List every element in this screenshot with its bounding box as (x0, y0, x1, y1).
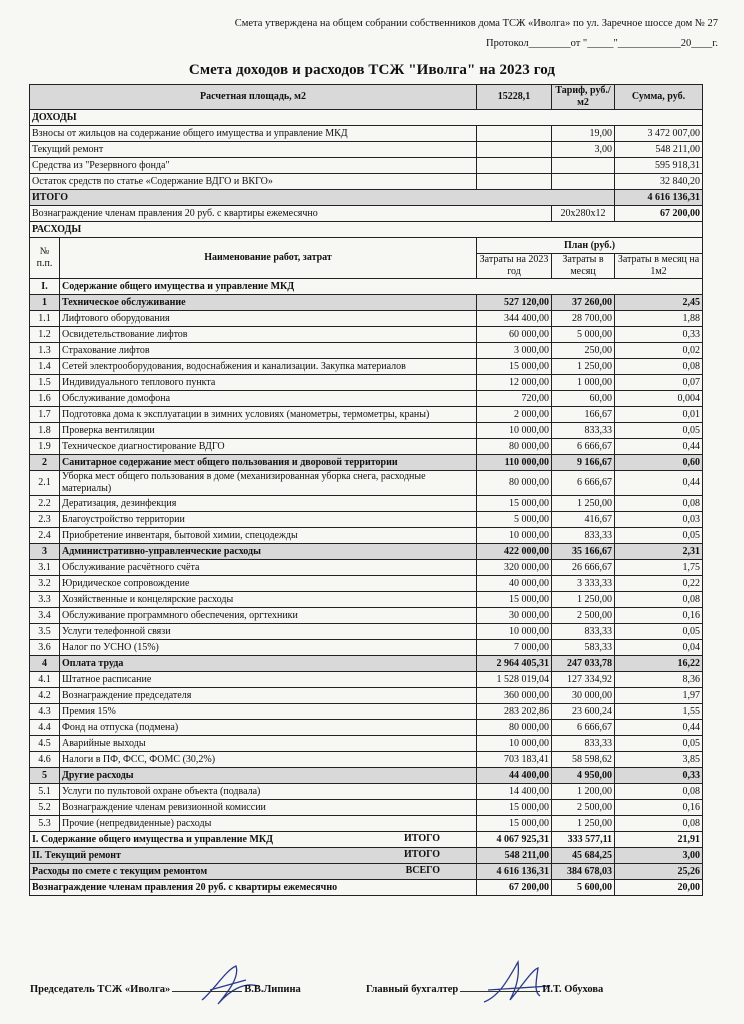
expense-name: Фонд на отпуска (подмена) (60, 720, 477, 736)
expense-year: 344 400,00 (477, 311, 552, 327)
expense-year: 320 000,00 (477, 560, 552, 576)
expense-name: Налоги в ПФ, ФСС, ФОМС (30,2%) (60, 752, 477, 768)
reward-formula: 20х280х12 (552, 206, 615, 222)
expense-num: 5.1 (30, 784, 60, 800)
expense-month: 6 666,67 (552, 439, 615, 455)
expense-month: 1 000,00 (552, 375, 615, 391)
expense-name: Вознаграждение членам ревизионной комиссии (60, 800, 477, 816)
expense-row (30, 359, 703, 375)
expense-month: 833,33 (552, 528, 615, 544)
expense-m2: 0,01 (615, 407, 703, 423)
expense-name: Лифтового оборудования (60, 311, 477, 327)
expense-name: Сетей электрооборудования, водоснабжения и канализации. Закупка материалов (60, 359, 477, 375)
expense-num: 4.3 (30, 704, 60, 720)
expense-year: 110 000,00 (477, 455, 552, 471)
expense-row (30, 391, 703, 407)
chair-name: В.В.Липина (244, 984, 301, 995)
expense-total-row (30, 848, 703, 864)
part1-name: Содержание общего имущества и управление МКД (60, 279, 703, 295)
expense-month: 2 500,00 (552, 800, 615, 816)
expense-m2: 0,08 (615, 359, 703, 375)
expense-num: 2.1 (30, 471, 60, 496)
expense-name: Техническое диагностирование ВДГО (60, 439, 477, 455)
expense-year: 10 000,00 (477, 624, 552, 640)
expense-year: 44 400,00 (477, 768, 552, 784)
expense-num: 3.1 (30, 560, 60, 576)
expense-row (30, 576, 703, 592)
area-row (30, 85, 703, 110)
expense-month: 250,00 (552, 343, 615, 359)
expense-name: Обслуживание программного обеспечения, оргтехники (60, 608, 477, 624)
expense-name: Оплата труда (60, 656, 477, 672)
expense-month: 833,33 (552, 423, 615, 439)
expense-num: 1.3 (30, 343, 60, 359)
expense-month: 1 250,00 (552, 359, 615, 375)
expense-m2: 0,03 (615, 512, 703, 528)
expense-year: 422 000,00 (477, 544, 552, 560)
expense-row (30, 496, 703, 512)
chair-signature-line (172, 991, 242, 992)
expense-m2: 0,08 (615, 816, 703, 832)
col-m2-header: Затраты в месяц на 1м2 (615, 254, 703, 279)
expense-num: 1.9 (30, 439, 60, 455)
expense-name: Дератизация, дезинфекция (60, 496, 477, 512)
income-empty (477, 126, 552, 142)
expense-num: 4.1 (30, 672, 60, 688)
expense-month: 5 000,00 (552, 327, 615, 343)
expense-name: Уборка мест общего пользования в доме (механизированная уборка снега, расходные материалы) (60, 471, 477, 496)
income-name: Текущий ремонт (30, 142, 477, 158)
total-label-cell (30, 880, 477, 896)
expense-year: 360 000,00 (477, 688, 552, 704)
expense-num: 3 (30, 544, 60, 560)
expense-row (30, 512, 703, 528)
expense-month: 127 334,92 (552, 672, 615, 688)
reward-row (30, 206, 703, 222)
expense-m2: 0,33 (615, 768, 703, 784)
expense-name: Административно-управленческие расходы (60, 544, 477, 560)
income-total-sum: 4 616 136,31 (615, 190, 703, 206)
expense-year: 1 528 019,04 (477, 672, 552, 688)
expense-year: 720,00 (477, 391, 552, 407)
expense-row (30, 407, 703, 423)
expense-group-row (30, 768, 703, 784)
total-label: Вознаграждение членам правления 20 руб. с квартиры ежемесячно (32, 881, 338, 893)
income-section-title: ДОХОДЫ (30, 110, 703, 126)
total-m2: 20,00 (615, 880, 703, 896)
income-empty (477, 174, 552, 190)
expense-month: 6 666,67 (552, 471, 615, 496)
part1-row (30, 279, 703, 295)
expense-num: 5 (30, 768, 60, 784)
expense-name: Налог по УСНО (15%) (60, 640, 477, 656)
expense-num: 1.7 (30, 407, 60, 423)
expense-month: 4 950,00 (552, 768, 615, 784)
expense-name: Прочие (непредвиденные) расходы (60, 816, 477, 832)
expense-m2: 1,75 (615, 560, 703, 576)
expense-year: 30 000,00 (477, 608, 552, 624)
total-year: 4 067 925,31 (477, 832, 552, 848)
income-name: Остаток средств по статье «Содержание ВДГО и ВКГО» (30, 174, 477, 190)
expense-row (30, 592, 703, 608)
expense-name: Индивидуального теплового пункта (60, 375, 477, 391)
expense-row (30, 608, 703, 624)
expense-row (30, 375, 703, 391)
total-m2: 3,00 (615, 848, 703, 864)
expense-month: 1 200,00 (552, 784, 615, 800)
expense-name: Освидетельствование лифтов (60, 327, 477, 343)
expense-name: Проверка вентиляции (60, 423, 477, 439)
expense-row (30, 688, 703, 704)
expense-month: 26 666,67 (552, 560, 615, 576)
expense-name: Услуги по пультовой охране объекта (подвала) (60, 784, 477, 800)
expense-num: 3.3 (30, 592, 60, 608)
income-name: Взносы от жильцов на содержание общего имущества и управление МКД (30, 126, 477, 142)
col-month-header: Затраты в месяц (552, 254, 615, 279)
income-sum: 595 918,31 (615, 158, 703, 174)
total-label: Расходы по смете с текущим ремонтом (32, 865, 208, 877)
income-sum: 3 472 007,00 (615, 126, 703, 142)
protocol-line: Протокол________от "_____"____________20____г. (486, 38, 718, 49)
expense-name: Аварийные выходы (60, 736, 477, 752)
expense-year: 7 000,00 (477, 640, 552, 656)
expenses-header-row (30, 238, 703, 254)
income-empty (477, 142, 552, 158)
expense-month: 247 033,78 (552, 656, 615, 672)
income-sum: 32 840,20 (615, 174, 703, 190)
expense-year: 15 000,00 (477, 800, 552, 816)
budget-table (29, 84, 703, 896)
expense-m2: 0,22 (615, 576, 703, 592)
expense-num: 3.2 (30, 576, 60, 592)
expense-month: 58 598,62 (552, 752, 615, 768)
expense-num: 2 (30, 455, 60, 471)
expense-name: Хозяйственные и концелярские расходы (60, 592, 477, 608)
expense-row (30, 560, 703, 576)
expense-year: 15 000,00 (477, 496, 552, 512)
expense-num: 4.2 (30, 688, 60, 704)
expense-row (30, 800, 703, 816)
income-row (30, 142, 703, 158)
expense-month: 23 600,24 (552, 704, 615, 720)
expense-m2: 3,85 (615, 752, 703, 768)
expense-m2: 0,44 (615, 439, 703, 455)
chair-title: Председатель ТСЖ «Иволга» (30, 984, 171, 995)
expense-num: 3.6 (30, 640, 60, 656)
expense-row (30, 343, 703, 359)
income-tariff: 3,00 (552, 142, 615, 158)
expense-name: Обслуживание расчётного счёта (60, 560, 477, 576)
expense-num: 1.8 (30, 423, 60, 439)
expense-m2: 0,44 (615, 720, 703, 736)
expense-month: 416,67 (552, 512, 615, 528)
col-plan-header: План (руб.) (477, 238, 703, 254)
expense-m2: 0,05 (615, 528, 703, 544)
expense-row (30, 784, 703, 800)
expense-row (30, 672, 703, 688)
expense-row (30, 816, 703, 832)
expense-num: 2.4 (30, 528, 60, 544)
expense-name: Благоустройство территории (60, 512, 477, 528)
expense-month: 1 250,00 (552, 592, 615, 608)
expense-num: 4.6 (30, 752, 60, 768)
expense-m2: 0,05 (615, 423, 703, 439)
expense-m2: 16,22 (615, 656, 703, 672)
expense-year: 80 000,00 (477, 471, 552, 496)
expense-m2: 0,004 (615, 391, 703, 407)
expense-m2: 0,05 (615, 624, 703, 640)
part1-num: I. (30, 279, 60, 295)
col-year-header: Затраты на 2023 год (477, 254, 552, 279)
col-num-header: № п.п. (30, 238, 60, 279)
accountant-name: И.Т. Обухова (542, 984, 604, 995)
expense-year: 10 000,00 (477, 423, 552, 439)
expense-num: 2.2 (30, 496, 60, 512)
expense-month: 833,33 (552, 624, 615, 640)
expense-year: 5 000,00 (477, 512, 552, 528)
col-name-header: Наименование работ, затрат (60, 238, 477, 279)
chair-signature-block (30, 984, 301, 995)
expense-month: 6 666,67 (552, 720, 615, 736)
expense-month: 1 250,00 (552, 816, 615, 832)
reward-label: Вознаграждение членам правления 20 руб. с квартиры ежемесячно (30, 206, 552, 222)
total-month: 5 600,00 (552, 880, 615, 896)
expense-name: Страхование лифтов (60, 343, 477, 359)
expense-m2: 0,02 (615, 343, 703, 359)
expense-name: Штатное расписание (60, 672, 477, 688)
expense-total-row (30, 880, 703, 896)
expense-m2: 2,45 (615, 295, 703, 311)
expense-num: 3.5 (30, 624, 60, 640)
expense-name: Техническое обслуживание (60, 295, 477, 311)
total-year: 4 616 136,31 (477, 864, 552, 880)
expense-year: 527 120,00 (477, 295, 552, 311)
expense-m2: 0,07 (615, 375, 703, 391)
expense-m2: 0,16 (615, 608, 703, 624)
expense-row (30, 640, 703, 656)
expense-num: 5.3 (30, 816, 60, 832)
document-title: Смета доходов и расходов ТСЖ "Иволга" на 2023 год (188, 62, 556, 78)
total-label-cell (30, 832, 477, 848)
expense-num: 2.3 (30, 512, 60, 528)
area-value: 15228,1 (477, 85, 552, 110)
expense-row (30, 327, 703, 343)
expense-m2: 2,31 (615, 544, 703, 560)
area-label: Расчетная площадь, м2 (30, 85, 477, 110)
total-tag: ИТОГО (404, 833, 441, 844)
expense-year: 3 000,00 (477, 343, 552, 359)
expense-total-row (30, 864, 703, 880)
income-section-row (30, 110, 703, 126)
expense-month: 833,33 (552, 736, 615, 752)
expense-name: Подготовка дома к эксплуатации в зимних условиях (манометры, термометры, краны) (60, 407, 477, 423)
expense-month: 37 260,00 (552, 295, 615, 311)
total-year: 67 200,00 (477, 880, 552, 896)
expense-group-row (30, 295, 703, 311)
total-month: 384 678,03 (552, 864, 615, 880)
expense-group-row (30, 656, 703, 672)
total-label-cell (30, 864, 477, 880)
expense-year: 60 000,00 (477, 327, 552, 343)
expense-m2: 1,55 (615, 704, 703, 720)
expense-m2: 0,33 (615, 327, 703, 343)
expense-year: 15 000,00 (477, 816, 552, 832)
expense-month: 28 700,00 (552, 311, 615, 327)
total-month: 45 684,25 (552, 848, 615, 864)
expense-num: 4.4 (30, 720, 60, 736)
income-empty (477, 158, 552, 174)
expense-m2: 0,05 (615, 736, 703, 752)
expense-row (30, 736, 703, 752)
total-label: I. Содержание общего имущества и управление МКД (32, 833, 274, 845)
expense-row (30, 471, 703, 496)
expense-row (30, 720, 703, 736)
expense-m2: 0,08 (615, 496, 703, 512)
expense-row (30, 752, 703, 768)
expense-year: 12 000,00 (477, 375, 552, 391)
total-year: 548 211,00 (477, 848, 552, 864)
expense-row (30, 528, 703, 544)
total-m2: 25,26 (615, 864, 703, 880)
expense-row (30, 439, 703, 455)
expense-year: 15 000,00 (477, 359, 552, 375)
expense-num: 1.1 (30, 311, 60, 327)
expense-num: 4 (30, 656, 60, 672)
expense-row (30, 311, 703, 327)
total-m2: 21,91 (615, 832, 703, 848)
accountant-signature-block (366, 984, 603, 995)
expense-month: 1 250,00 (552, 496, 615, 512)
expense-name: Премия 15% (60, 704, 477, 720)
tariff-label: Тариф, руб./м2 (552, 85, 615, 110)
expense-year: 15 000,00 (477, 592, 552, 608)
expense-month: 3 333,33 (552, 576, 615, 592)
expenses-section-title: РАСХОДЫ (30, 222, 703, 238)
income-sum: 548 211,00 (615, 142, 703, 158)
expense-year: 283 202,86 (477, 704, 552, 720)
total-label: II. Текущий ремонт (32, 849, 121, 861)
expense-m2: 0,08 (615, 592, 703, 608)
approval-line: Смета утверждена на общем собрании собственников дома ТСЖ «Иволга» по ул. Заречное шоссе дом № 27 (234, 18, 718, 29)
expense-row (30, 423, 703, 439)
expense-name: Санитарное содержание мест общего пользования и дворовой территории (60, 455, 477, 471)
expense-month: 60,00 (552, 391, 615, 407)
income-row (30, 158, 703, 174)
expense-num: 1.4 (30, 359, 60, 375)
expense-month: 30 000,00 (552, 688, 615, 704)
reward-sum: 67 200,00 (615, 206, 703, 222)
income-total-row (30, 190, 703, 206)
expense-m2: 0,60 (615, 455, 703, 471)
income-tariff (552, 174, 615, 190)
expense-month: 9 166,67 (552, 455, 615, 471)
expense-name: Обслуживание домофона (60, 391, 477, 407)
total-month: 333 577,11 (552, 832, 615, 848)
expense-group-row (30, 544, 703, 560)
expense-m2: 0,08 (615, 784, 703, 800)
income-row (30, 126, 703, 142)
expense-num: 1.6 (30, 391, 60, 407)
expense-name: Другие расходы (60, 768, 477, 784)
expense-year: 2 000,00 (477, 407, 552, 423)
accountant-title: Главный бухгалтер (366, 984, 459, 995)
expense-m2: 8,36 (615, 672, 703, 688)
expense-num: 1 (30, 295, 60, 311)
expense-m2: 0,04 (615, 640, 703, 656)
expense-num: 4.5 (30, 736, 60, 752)
accountant-signature-icon (480, 956, 560, 1010)
expense-row (30, 624, 703, 640)
expense-year: 80 000,00 (477, 439, 552, 455)
expense-month: 166,67 (552, 407, 615, 423)
expense-year: 40 000,00 (477, 576, 552, 592)
expense-year: 10 000,00 (477, 736, 552, 752)
expense-total-row (30, 832, 703, 848)
expense-year: 703 183,41 (477, 752, 552, 768)
expense-m2: 1,88 (615, 311, 703, 327)
expense-name: Юридическое сопровождение (60, 576, 477, 592)
expense-year: 80 000,00 (477, 720, 552, 736)
sum-label: Сумма, руб. (615, 85, 703, 110)
expense-year: 2 964 405,31 (477, 656, 552, 672)
expense-year: 10 000,00 (477, 528, 552, 544)
expense-month: 2 500,00 (552, 608, 615, 624)
income-tariff: 19,00 (552, 126, 615, 142)
expense-month: 35 166,67 (552, 544, 615, 560)
income-row (30, 174, 703, 190)
total-label-cell (30, 848, 477, 864)
expense-num: 3.4 (30, 608, 60, 624)
expense-m2: 0,44 (615, 471, 703, 496)
accountant-signature-line (460, 991, 540, 992)
expense-name: Вознаграждение председателя (60, 688, 477, 704)
income-total-label: ИТОГО (30, 190, 615, 206)
expense-name: Приобретение инвентаря, бытовой химии, спецодежды (60, 528, 477, 544)
expense-num: 1.2 (30, 327, 60, 343)
total-tag: ВСЕГО (405, 865, 441, 876)
income-name: Средства из "Резервного фонда" (30, 158, 477, 174)
expense-year: 14 400,00 (477, 784, 552, 800)
expense-m2: 1,97 (615, 688, 703, 704)
expense-month: 583,33 (552, 640, 615, 656)
expenses-section-row (30, 222, 703, 238)
income-tariff (552, 158, 615, 174)
expense-group-row (30, 455, 703, 471)
approval-block (235, 14, 718, 54)
expense-num: 1.5 (30, 375, 60, 391)
expense-num: 5.2 (30, 800, 60, 816)
total-tag: ИТОГО (404, 849, 441, 860)
expense-m2: 0,16 (615, 800, 703, 816)
expense-row (30, 704, 703, 720)
expense-name: Услуги телефонной связи (60, 624, 477, 640)
